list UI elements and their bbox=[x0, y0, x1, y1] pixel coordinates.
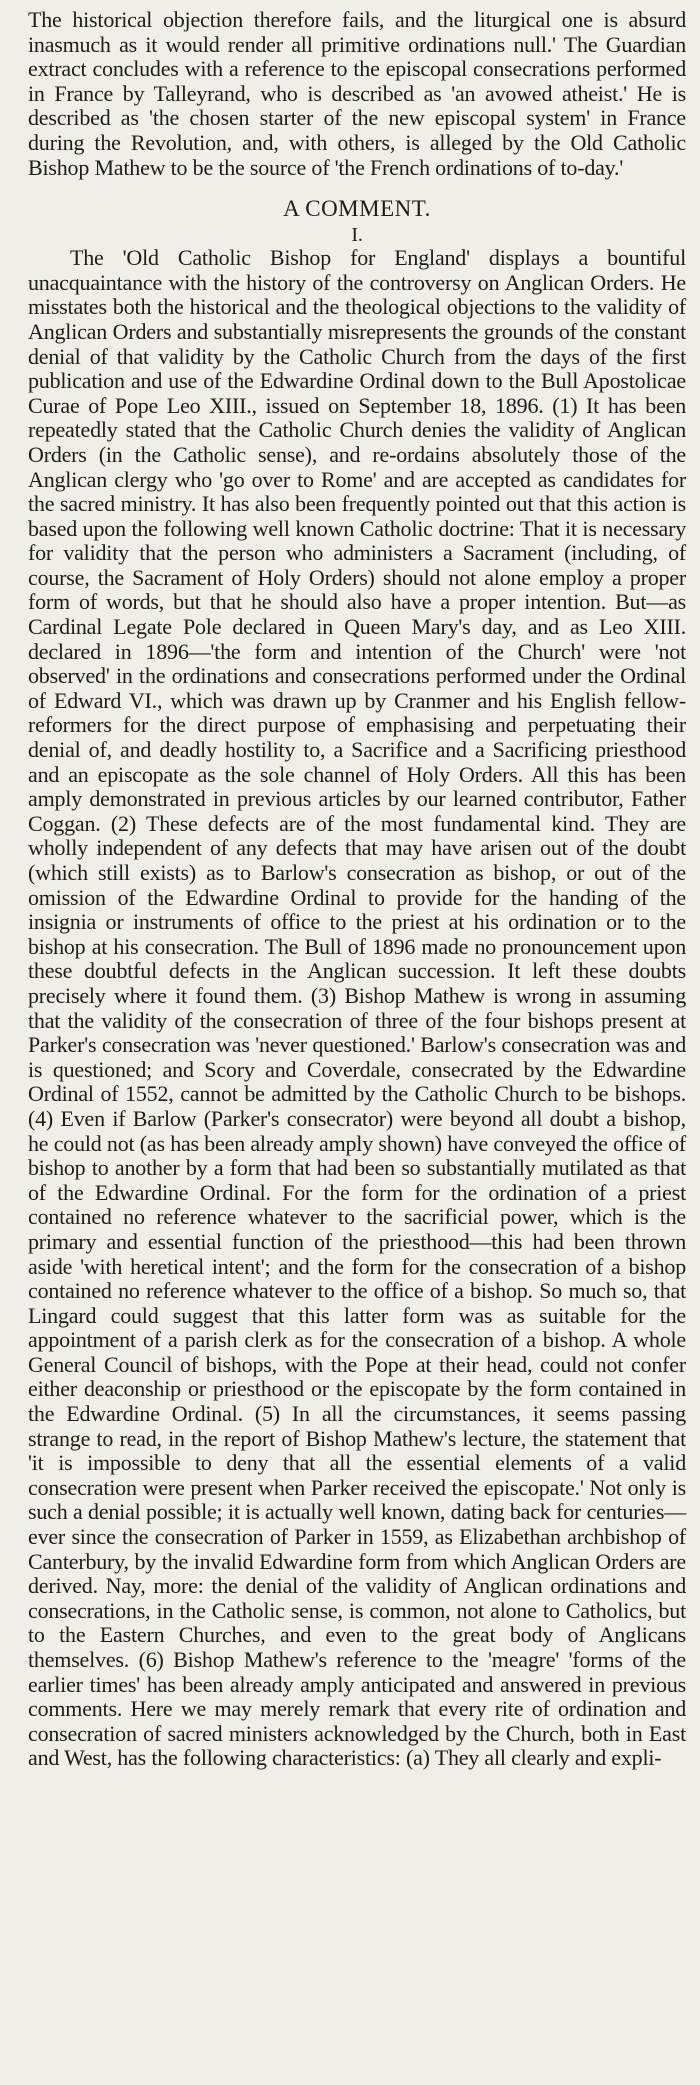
opening-paragraph: The historical objection therefore fails, and the liturgical one is absurd inasmuch as it would render all primitive ordinations null.' The Guardian extract concludes with a reference to the episcopal consecrations performed in France by Talleyrand, who is described as 'an avowed atheist.' He is described as 'the chosen starter of the new episcopal system' in France during the Revolution, and, with others, is alleged by the Old Catholic Bishop Mathew to be the source of 'the French ordinations of to-day.' bbox=[28, 7, 686, 180]
article-column bbox=[28, 8, 686, 1771]
section-number: I. bbox=[351, 224, 363, 247]
comment-body: The 'Old Catholic Bishop for England' displays a bountiful unacquaintance with the history of the controversy on Anglican Orders. He misstates both the historical and the theological objections to the validity of Anglican Orders and substantially misrepresents the grounds of the constant denial of that validity by the Catholic Church from the days of the first publication and use of the Edwardine Ordinal down to the Bull Apostolicae Curae of Pope Leo XIII., issued on September 18, 1896. (1) It has been repeatedly stated that the Catholic Church denies the validity of Anglican Orders (in the Catholic sense), and re-ordains absolutely those of the Anglican clergy who 'go over to Rome' and are accepted as candidates for the sacred ministry. It has also been frequently pointed out that this action is based upon the following well known Catholic doctrine: That it is necessary for validity that the person who administers a Sacrament (including, of course, the Sacrament of Holy Orders) should not alone employ a proper form of words, but that he should also have a proper intention. But—as Cardinal Legate Pole declared in Queen Mary's day, and as Leo XIII. declared in 1896—'the form and intention of the Church' were 'not observed' in the ordinations and consecrations performed under the Ordinal of Edward VI., which was drawn up by Cranmer and his English fellow-reformers for the direct purpose of emphasising and perpetuating their denial of, and deadly hostility to, a Sacrifice and a Sacrificing priesthood and an episcopate as the sole channel of Holy Orders. All this has been amply demonstrated in previous articles by our learned contributor, Father Coggan. (2) These defects are of the most fundamental kind. They are wholly independent of any defects that may have arisen out of the doubt (which still exists) as to Barlow's consecration as bishop, or out of the omission of the Edwardine Ordinal to provide for the handing of the insignia or instruments of office to the priest at his ordination or to the bishop at his consecration. The Bull of 1896 made no pronouncement upon these doubtful defects in the Anglican succession. It left these doubts precisely where it found them. (3) Bishop Mathew is wrong in assuming that the validity of the consecration of three of the four bishops present at Parker's consecration was 'never questioned.' Barlow's consecration was and is questioned; and Scory and Coverdale, consecrated by the Edwardine Ordinal of 1552, cannot be admitted by the Catholic Church to be bishops. (4) Even if Barlow (Parker's consecrator) were beyond all doubt a bishop, he could not (as has been already amply shown) have conveyed the office of bishop to another by a form that had been so substantially mutilated as that of the Edwardine Ordinal. For the form for the ordination of a priest contained no reference whatever to the sacrificial power, which is the primary and essential function of the priesthood—this had been thrown aside 'with heretical intent'; and the form for the consecration of a bishop contained no reference whatever to the office of a bishop. So much so, that Lingard could suggest that this latter form was as suitable for the appointment of a parish clerk as for the consecration of a bishop. A whole General Council of bishops, with the Pope at their head, could not confer either deaconship or priesthood or the episcopate by the form contained in the Edwardine Ordinal. (5) In all the circumstances, it seems passing strange to read, in the report of Bishop Mathew's lecture, the statement that 'it is impossible to deny that all the essential elements of a valid consecration were present when Parker received the episcopate.' Not only is such a denial possible; it is actually well known, dating back for centuries—ever since the consecration of Parker in 1559, as Elizabethan archbishop of Canterbury, by the invalid Edwardine form from which Anglican Orders are derived. Nay, more: the denial of the validity of Anglican ordinations and consecrations, in the Catholic sense, is common, not alone to Catholics, but to the Eastern Churches, and even to the great body of Anglicans themselves. (6) Bishop Mathew's reference to the 'meagre' 'forms of the earlier times' has been already amply anticipated and answered in previous comments. Here we may merely remark that every rite of ordination and consecration of sacred ministers acknowledged by the Church, both in East and West, has the following characteristics: (a) They all clearly and expli- bbox=[28, 245, 686, 1771]
comment-heading: A COMMENT. bbox=[283, 196, 431, 222]
